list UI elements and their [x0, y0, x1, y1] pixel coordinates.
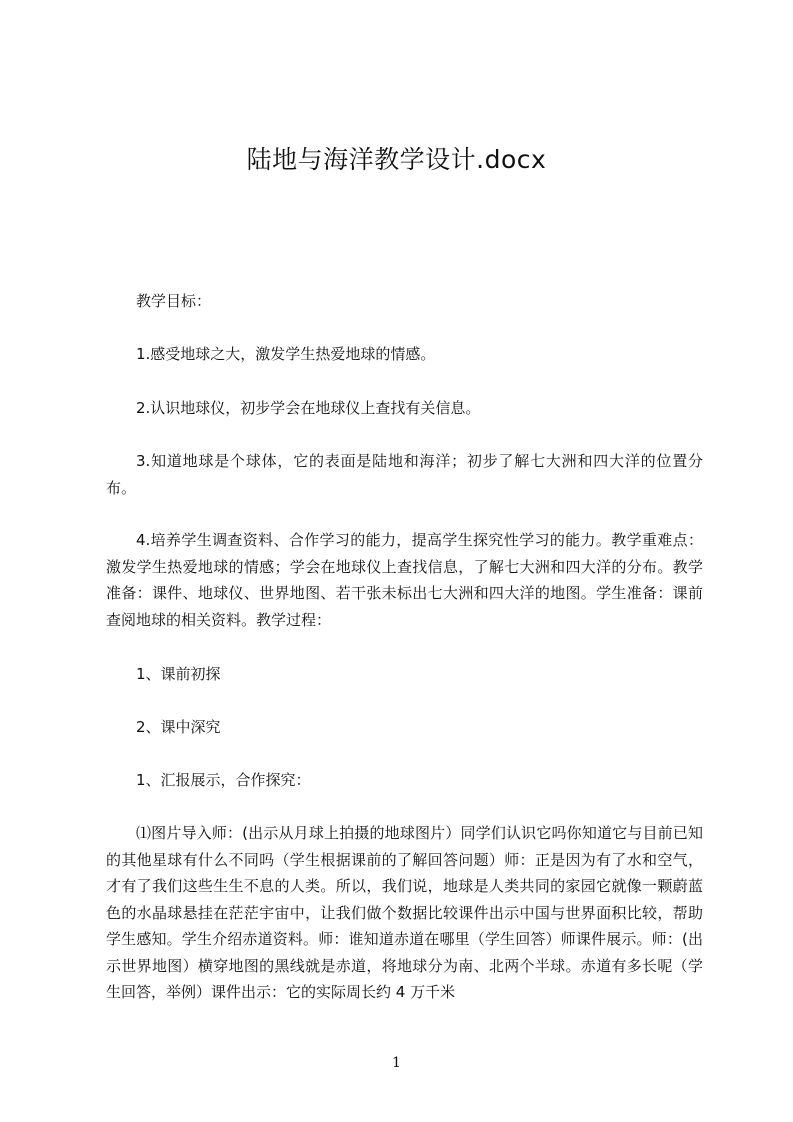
paragraph-step-1-report: 1、汇报展示，合作探究：	[136, 771, 311, 789]
paragraph-step-1: 1、课前初探	[136, 665, 221, 683]
paragraph-step-2: 2、课中深究	[136, 718, 221, 736]
paragraph-objective-1: 1.感受地球之大，激发学生热爱地球的情感。	[136, 345, 436, 363]
paragraph-objective-3: 3.知道地球是个球体，它的表面是陆地和海洋；初步了解七大洲和四大洋的位置分布。	[106, 452, 703, 497]
document-title: 陆地与海洋教学设计.docx	[246, 145, 547, 174]
paragraph-objective-4: 4.培养学生调查资料、合作学习的能力，提高学生探究性学习的能力。教学重难点：激发学生热爱地球的情感；学会在地球仪上查找信息，了解七大洲和四大洋的分布。教学准备：课件、地球仪、世界地图、若干张未标出七大洲和四大洋的地图。学生准备：课前查阅地球的相关资料。教学过程：	[106, 531, 703, 629]
page-number: 1	[392, 1055, 401, 1071]
paragraph-image-intro: ⑴图片导入师：(出示从月球上拍摄的地球图片）同学们认识它吗你知道它与目前已知的其他星球有什么不同吗（学生根据课前的了解回答问题）师：正是因为有了水和空气，才有了我们这些生生不息的人类。所以，我们说，地球是人类共同的家园它就像一颗蔚蓝色的水晶球悬挂在茫茫宇宙中，让我们做个数据比较课件出示中国与世界面积比较，帮助学生感知。学生介绍赤道资料。师：谁知道赤道在哪里（学生回答）师课件展示。师：(出示世界地图）横穿地图的黑线就是赤道，将地球分为南、北两个半球。赤道有多长呢（学生回答，举例）课件出示：它的实际周长约 4 万千米	[106, 824, 703, 1001]
paragraph-objective-2: 2.认识地球仪，初步学会在地球仪上查找有关信息。	[136, 399, 481, 417]
paragraph-objectives-heading: 教学目标：	[136, 292, 212, 310]
